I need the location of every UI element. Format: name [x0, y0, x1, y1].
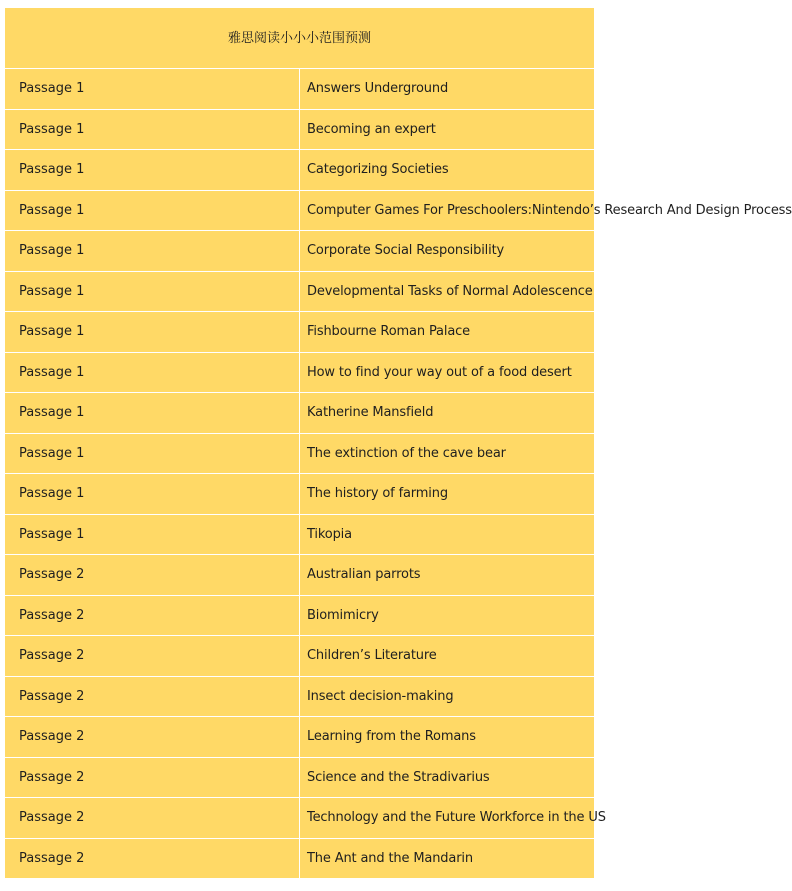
table-row	[5, 636, 595, 677]
passage-cell	[5, 190, 300, 231]
passage-cell	[5, 433, 300, 474]
passage-label: Passage 1	[19, 405, 85, 421]
table-body	[5, 69, 792, 879]
title-cell	[300, 190, 792, 231]
article-title: Children’s Literature	[307, 648, 437, 664]
table-row	[5, 474, 595, 515]
passage-cell	[5, 676, 300, 717]
passage-label: Passage 2	[19, 729, 85, 745]
title-cell	[300, 474, 595, 515]
article-title: The extinction of the cave bear	[307, 445, 506, 461]
passage-label: Passage 1	[19, 162, 85, 178]
title-cell	[300, 514, 595, 555]
passage-cell	[5, 312, 300, 353]
passage-label: Passage 1	[19, 243, 85, 259]
article-title: Science and the Stradivarius	[307, 769, 490, 785]
passage-cell	[5, 636, 300, 677]
article-title: The history of farming	[307, 486, 448, 502]
passage-cell	[5, 595, 300, 636]
passage-cell	[5, 514, 300, 555]
title-cell	[300, 69, 595, 110]
passage-cell	[5, 757, 300, 798]
article-title: How to find your way out of a food desert	[307, 364, 572, 380]
table-row	[5, 717, 595, 758]
title-cell	[300, 150, 595, 191]
title-cell	[300, 798, 606, 839]
table-row	[5, 190, 595, 231]
title-cell	[300, 231, 595, 272]
article-title: Corporate Social Responsibility	[307, 243, 505, 259]
title-cell	[300, 676, 595, 717]
passage-cell	[5, 798, 300, 839]
title-cell	[300, 109, 595, 150]
passage-cell	[5, 555, 300, 596]
article-title: Fishbourne Roman Palace	[307, 324, 470, 340]
title-cell	[300, 271, 595, 312]
table-row	[5, 798, 595, 839]
table-header	[5, 8, 595, 69]
table-row	[5, 150, 595, 191]
table-row	[5, 393, 595, 434]
article-title: The Ant and the Mandarin	[307, 850, 473, 866]
passage-label: Passage 2	[19, 769, 85, 785]
passage-cell	[5, 271, 300, 312]
table-row	[5, 352, 595, 393]
passage-label: Passage 1	[19, 486, 85, 502]
passage-label: Passage 1	[19, 324, 85, 340]
table-row	[5, 312, 595, 353]
article-title: Tikopia	[307, 526, 352, 542]
table-row	[5, 69, 595, 110]
passage-label: Passage 2	[19, 688, 85, 704]
title-cell	[300, 636, 595, 677]
table-title-row	[5, 8, 595, 69]
passage-cell	[5, 393, 300, 434]
table-row	[5, 514, 595, 555]
title-cell	[300, 595, 595, 636]
passage-label: Passage 1	[19, 445, 85, 461]
article-title: Computer Games For Preschoolers:Nintendo’s Research And Design Process	[307, 202, 792, 218]
passage-label: Passage 1	[19, 526, 85, 542]
article-title: Katherine Mansfield	[307, 405, 434, 421]
article-title: Technology and the Future Workforce in the US	[307, 810, 606, 826]
passage-label: Passage 1	[19, 81, 85, 97]
title-cell	[300, 757, 595, 798]
article-title: Becoming an expert	[307, 121, 436, 137]
passage-cell	[5, 838, 300, 879]
article-title: Learning from the Romans	[307, 729, 476, 745]
table-title-cell	[5, 8, 595, 69]
title-cell	[300, 393, 595, 434]
title-cell	[300, 717, 595, 758]
reading-prediction-table	[4, 7, 792, 879]
title-cell	[300, 433, 595, 474]
passage-label: Passage 1	[19, 121, 85, 137]
table-row	[5, 555, 595, 596]
article-title: Insect decision-making	[307, 688, 454, 704]
title-cell	[300, 312, 595, 353]
title-cell	[300, 838, 595, 879]
passage-label: Passage 1	[19, 283, 85, 299]
table-row	[5, 676, 595, 717]
passage-cell	[5, 352, 300, 393]
table-row	[5, 231, 595, 272]
table-row	[5, 271, 595, 312]
passage-label: Passage 2	[19, 567, 85, 583]
table-row	[5, 757, 595, 798]
passage-label: Passage 1	[19, 364, 85, 380]
passage-cell	[5, 109, 300, 150]
passage-label: Passage 2	[19, 607, 85, 623]
passage-cell	[5, 474, 300, 515]
passage-cell	[5, 69, 300, 110]
table-row	[5, 433, 595, 474]
title-cell	[300, 555, 595, 596]
article-title: Developmental Tasks of Normal Adolescence	[307, 283, 593, 299]
article-title: Australian parrots	[307, 567, 421, 583]
table-row	[5, 838, 595, 879]
passage-label: Passage 2	[19, 648, 85, 664]
passage-label: Passage 2	[19, 850, 85, 866]
table-row	[5, 595, 595, 636]
passage-cell	[5, 150, 300, 191]
passage-label: Passage 2	[19, 810, 85, 826]
table-row	[5, 109, 595, 150]
passage-label: Passage 1	[19, 202, 85, 218]
passage-cell	[5, 231, 300, 272]
article-title: Biomimicry	[307, 607, 379, 623]
article-title: Categorizing Societies	[307, 162, 449, 178]
title-cell	[300, 352, 595, 393]
passage-cell	[5, 717, 300, 758]
article-title: Answers Underground	[307, 81, 449, 97]
table-title: 雅思阅读小小小范围预测	[227, 30, 371, 46]
